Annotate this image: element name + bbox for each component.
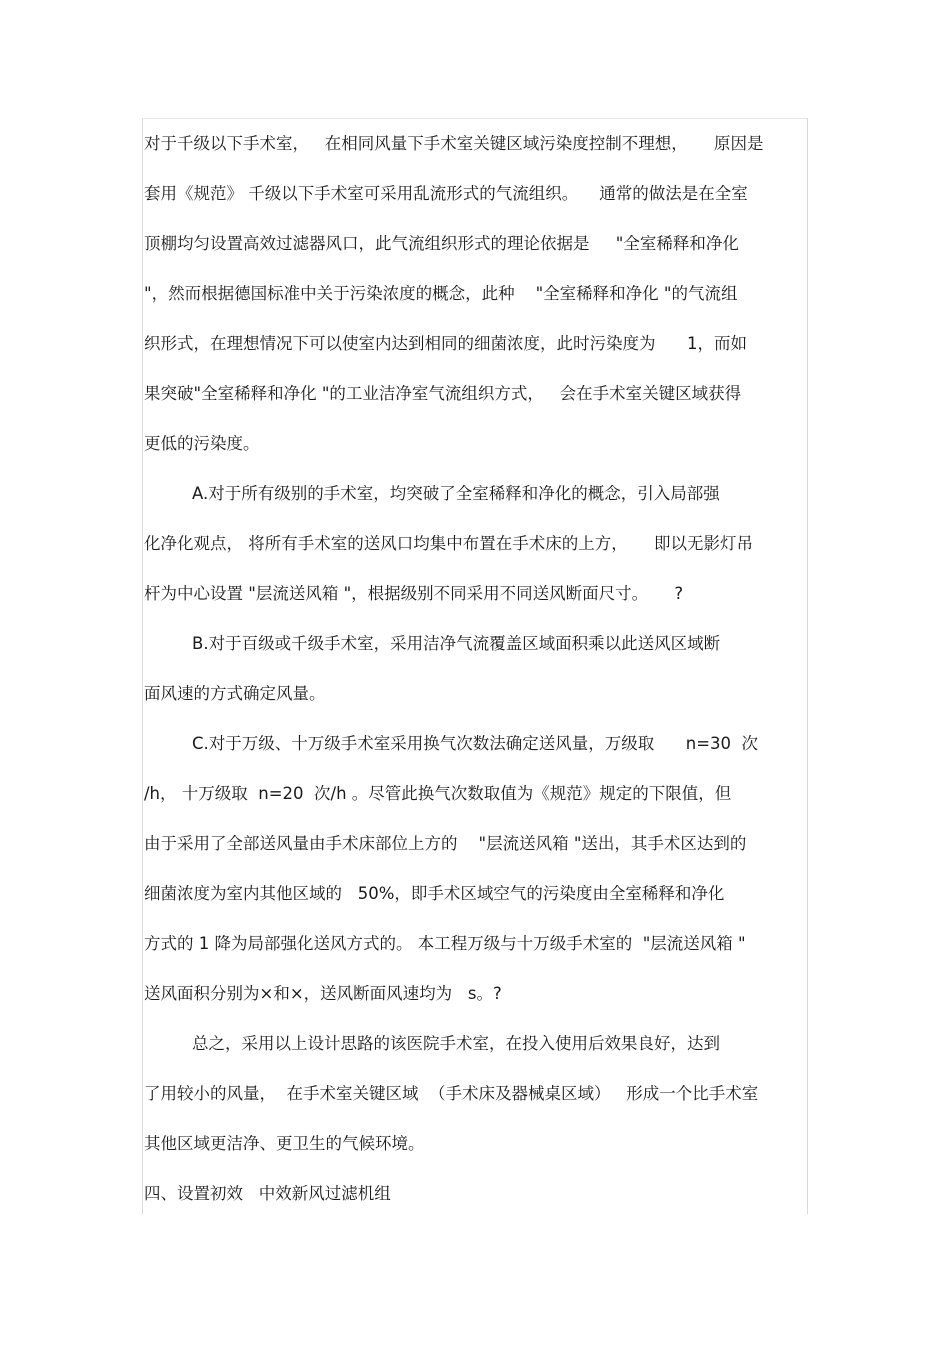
text-line: "，然而根据德国标准中关于污染浓度的概念，此种 "全室稀释和净化 "的气流组 xyxy=(144,284,738,303)
text-line: /h， 十万级取 n=20 次/h 。尽管此换气次数取值为《规范》规定的下限值，但 xyxy=(144,784,732,803)
text-line: 织形式，在理想情况下可以使室内达到相同的细菌浓度，此时污染度为 1，而如 xyxy=(144,334,747,353)
paragraph-c-start: C.对于万级、十万级手术室采用换气次数法确定送风量，万级取 n=30 次 xyxy=(192,734,759,753)
text-line: 杆为中心设置 "层流送风箱 "，根据级别不同采用不同送风断面尺寸。 ? xyxy=(144,584,684,603)
text-line: 化净化观点， 将所有手术室的送风口均集中布置在手术床的上方， 即以无影灯吊 xyxy=(144,534,753,553)
text-line: 顶棚均匀设置高效过滤器风口，此气流组织形式的理论依据是 "全室稀释和净化 xyxy=(144,234,739,253)
section-heading: 四、设置初效 中效新风过滤机组 xyxy=(144,1184,391,1203)
text-line: 由于采用了全部送风量由手术床部位上方的 "层流送风箱 "送出，其手术区达到的 xyxy=(144,834,747,853)
text-line: 果突破"全室稀释和净化 "的工业洁净室气流组织方式， 会在手术室关键区域获得 xyxy=(144,384,742,403)
document-body xyxy=(144,127,806,1227)
paragraph-b-start: B.对于百级或千级手术室，采用洁净气流覆盖区域面积乘以此送风区域断 xyxy=(192,634,721,653)
text-line: 对于千级以下手术室， 在相同风量下手术室关键区域污染度控制不理想， 原因是 xyxy=(144,134,764,153)
text-line: 面风速的方式确定风量。 xyxy=(144,684,326,703)
text-line: 细菌浓度为室内其他区域的 50%，即手术区域空气的污染度由全室稀释和净化 xyxy=(144,884,725,903)
text-line: 其他区域更洁净、更卫生的气候环境。 xyxy=(144,1134,425,1153)
text-line: 套用《规范》 千级以下手术室可采用乱流形式的气流组织。 通常的做法是在全室 xyxy=(144,184,748,203)
paragraph-a-start: A.对于所有级别的手术室，均突破了全室稀释和净化的概念，引入局部强 xyxy=(192,484,720,503)
text-line: 了用较小的风量， 在手术室关键区域 （手术床及器械桌区域） 形成一个比手术室 xyxy=(144,1084,759,1103)
text-line: 更低的污染度。 xyxy=(144,434,260,453)
text-line: 送风面积分别为×和×，送风断面风速均为 s。? xyxy=(144,984,502,1003)
paragraph-summary-start: 总之，采用以上设计思路的该医院手术室，在投入使用后效果良好，达到 xyxy=(192,1034,720,1053)
text-line: 方式的 1 降为局部强化送风方式的。 本工程万级与十万级手术室的 "层流送风箱 " xyxy=(144,934,746,953)
